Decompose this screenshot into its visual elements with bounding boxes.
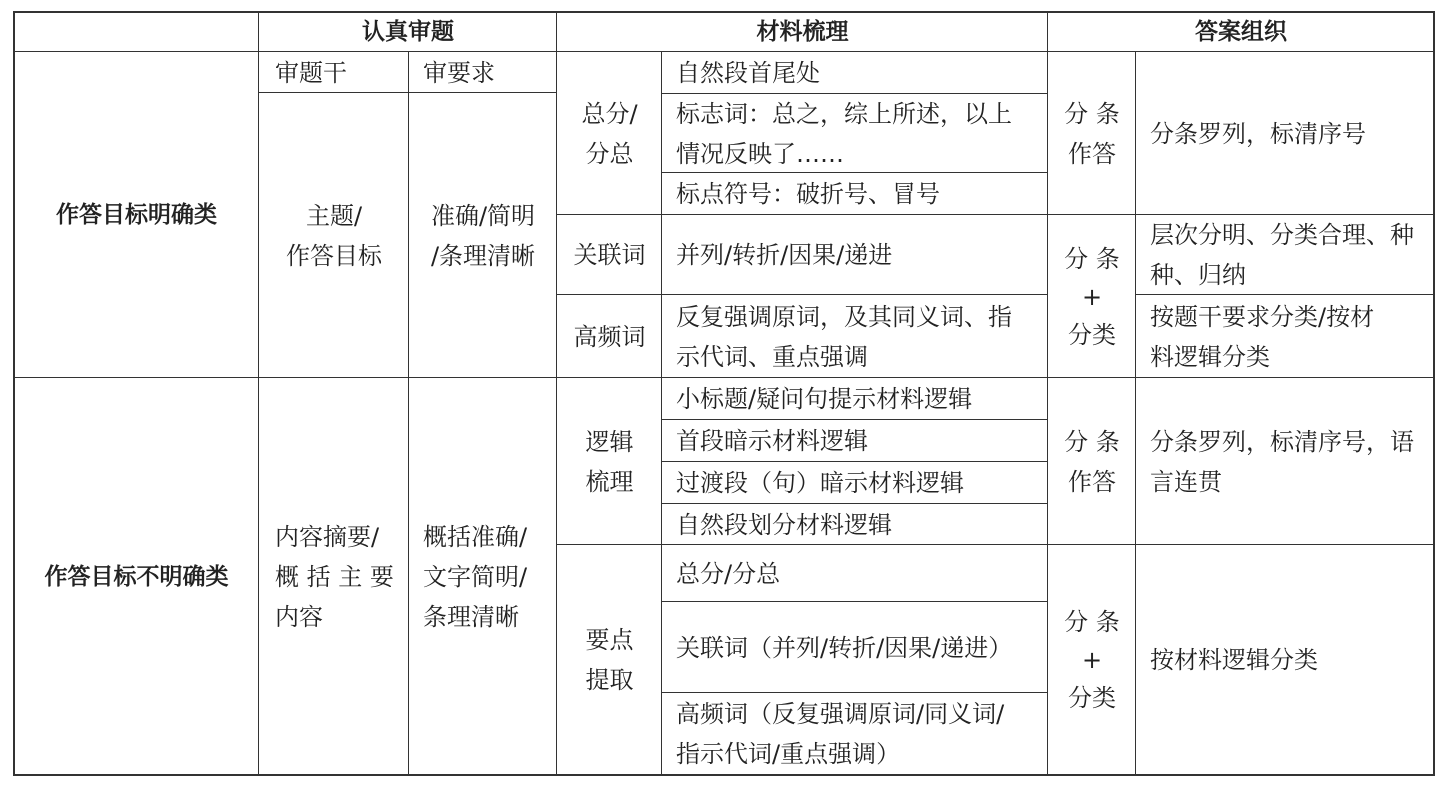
hline-r1-b: [661, 172, 1048, 173]
vline-col6: [1135, 52, 1136, 776]
org-itemized-list: 分条罗列，标清序号: [1150, 119, 1366, 148]
group-label-logic-sorting: 逻辑 梳理: [585, 427, 634, 496]
item-paragraph-ends: 自然段首尾处: [676, 59, 820, 87]
org-itemized-coherent: 分条罗列，标清序号，语 言连贯: [1150, 427, 1414, 496]
hline-r2-b: [661, 461, 1048, 462]
item-subtitle-logic: 小标题/疑问句提示材料逻辑: [676, 385, 973, 413]
hline-r2-a: [661, 419, 1048, 420]
hline-subheader: [258, 92, 557, 93]
hline-r2-e: [661, 601, 1048, 602]
item-marker-words: 标志词：总之，综上所述，以上 情况反映了……: [676, 99, 1012, 168]
item-frequent-word-types: 反复强调原词，及其同义词、指 示代词、重点强调: [676, 302, 1012, 371]
border-top: [13, 11, 1435, 13]
stem-unclear-target: 内容摘要/ 概 括 主 要 内容: [275, 522, 394, 631]
group-label-key-points: 要点 提取: [585, 626, 634, 694]
border-left: [13, 11, 15, 776]
hline-r2-c: [661, 503, 1048, 504]
org-classify-by-requirement: 按题干要求分类/按材 料逻辑分类: [1150, 302, 1375, 371]
vline-col4: [661, 52, 662, 776]
method-itemized-2: 分 条 作答: [1064, 427, 1120, 496]
hline-r1-c: [556, 214, 1435, 215]
method-itemized-classified: 分 条 + 分类: [1064, 244, 1120, 349]
vline-col1: [258, 11, 259, 776]
hline-header: [13, 51, 1435, 52]
group-label-connectives: 关联词: [573, 241, 646, 269]
header-answer-organization: 答案组织: [1195, 19, 1287, 45]
stem-clear-target: 主题/ 作答目标: [286, 201, 382, 270]
method-itemized: 分 条 作答: [1064, 99, 1120, 168]
requirement-unclear-target: 概括准确/ 文字简明/ 条理清晰: [423, 522, 528, 631]
border-right: [1433, 11, 1435, 776]
group-label-frequent-words: 高频词: [573, 322, 646, 351]
vline-col3: [556, 11, 557, 776]
category-unclear-target: 作答目标不明确类: [44, 563, 229, 590]
category-clear-target: 作答目标明确类: [56, 202, 217, 228]
item-punctuation: 标点符号：破折号、冒号: [676, 180, 940, 208]
hline-r2-d: [556, 544, 1435, 545]
method-itemized-classified-2: 分 条 + 分类: [1064, 608, 1120, 712]
vline-col2: [408, 52, 409, 776]
hline-r1-a: [661, 93, 1048, 94]
header-empty-cell: [14, 12, 259, 52]
item-connective-types: 并列/转折/因果/递进: [676, 241, 893, 269]
header-careful-reading: 认真审题: [362, 19, 454, 45]
hline-row-split: [13, 377, 1435, 378]
group-label-total-split: 总分/ 分总: [581, 99, 638, 168]
requirement-clear-target: 准确/简明 /条理清晰: [430, 201, 536, 270]
item-first-paragraph-logic: 首段暗示材料逻辑: [676, 427, 868, 455]
hline-r2-f: [661, 692, 1048, 693]
subheader-requirement: 审要求: [423, 58, 495, 87]
header-material-sorting: 材料梳理: [756, 19, 849, 45]
subheader-stem: 审题干: [275, 58, 347, 87]
item-paragraph-division-logic: 自然段划分材料逻辑: [676, 510, 892, 539]
item-total-split: 总分/分总: [676, 559, 781, 588]
vline-col5: [1047, 11, 1048, 776]
item-frequent-words: 高频词（反复强调原词/同义词/ 指示代词/重点强调）: [676, 700, 1005, 768]
hline-r1-e: [1135, 294, 1435, 295]
item-transition-logic: 过渡段（句）暗示材料逻辑: [676, 469, 964, 497]
org-layered-classification: 层次分明、分类合理、种 种、归纳: [1150, 221, 1414, 289]
border-bottom: [13, 774, 1435, 776]
hline-r1-d: [556, 294, 1048, 295]
item-connectives: 关联词（并列/转折/因果/递进）: [676, 633, 1013, 662]
org-classify-by-logic: 按材料逻辑分类: [1150, 646, 1318, 674]
